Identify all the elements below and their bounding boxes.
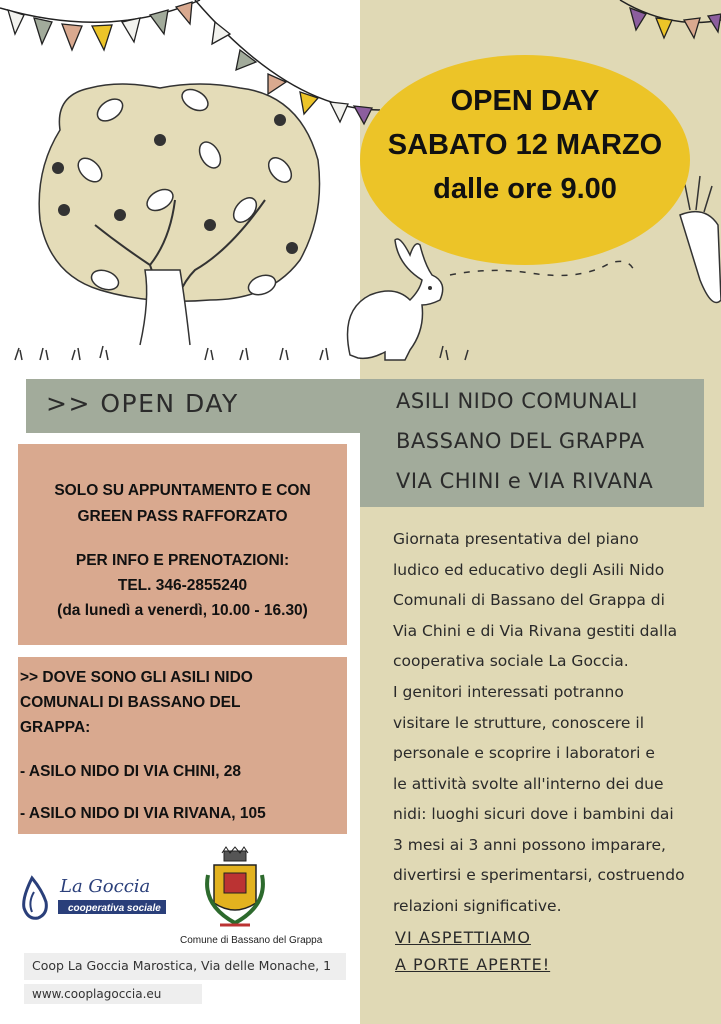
locations-line-1: >> DOVE SONO GLI ASILI NIDO bbox=[20, 669, 253, 686]
info-line-2: GREEN PASS RAFFORZATO bbox=[77, 508, 288, 525]
desc-line: Giornata presentativa del piano bbox=[393, 530, 639, 548]
location-chini: - ASILO NIDO DI VIA CHINI, 28 bbox=[20, 763, 242, 780]
title-band bbox=[360, 379, 704, 507]
locations-line-2: COMUNALI DI BASSANO DEL bbox=[20, 694, 241, 711]
address-text: Coop La Goccia Marostica, Via delle Monache, 1 bbox=[32, 958, 332, 973]
bunting-left bbox=[0, 0, 200, 22]
desc-line: I genitori interessati potranno bbox=[393, 683, 624, 701]
la-goccia-logo bbox=[18, 870, 168, 926]
date-badge bbox=[360, 55, 690, 265]
comune-label: Comune di Bassano del Grappa bbox=[180, 935, 323, 946]
website-link[interactable]: www.cooplagoccia.eu bbox=[32, 987, 162, 1001]
info-line-1: SOLO SU APPUNTAMENTO E CON bbox=[54, 482, 311, 499]
desc-line: le attività svolte all'interno dei due bbox=[393, 774, 664, 793]
desc-line: relazioni significative. bbox=[393, 896, 562, 915]
badge-title: OPEN DAY bbox=[450, 85, 600, 117]
desc-line: 3 mesi ai 3 anni possono imparare, bbox=[393, 835, 666, 854]
goccia-name: La Goccia bbox=[60, 876, 151, 897]
info-phone: TEL. 346-2855240 bbox=[117, 577, 248, 594]
comune-crest-logo bbox=[200, 845, 270, 935]
title-line-1: ASILI NIDO COMUNALI bbox=[396, 389, 638, 413]
desc-line: cooperativa sociale La Goccia. bbox=[393, 652, 629, 670]
info-line-3: PER INFO E PRENOTAZIONI: bbox=[75, 552, 290, 569]
goccia-subtitle: cooperativa sociale bbox=[68, 903, 161, 914]
title-line-3: VIA CHINI e VIA RIVANA bbox=[396, 469, 654, 493]
open-day-label: >> OPEN DAY bbox=[46, 389, 239, 418]
desc-line: nidi: luoghi sicuri dove i bambini dai bbox=[393, 805, 674, 823]
badge-time: dalle ore 9.00 bbox=[433, 173, 617, 205]
desc-line: Comunali di Bassano del Grappa di bbox=[393, 591, 665, 609]
desc-line: personale e scoprire i laboratori e bbox=[393, 744, 655, 762]
open-day-label-band bbox=[26, 379, 360, 433]
badge-date: SABATO 12 MARZO bbox=[387, 129, 663, 161]
location-rivana: - ASILO NIDO DI VIA RIVANA, 105 bbox=[20, 805, 266, 822]
desc-line: ludico ed educativo degli Asili Nido bbox=[393, 560, 665, 579]
desc-line: divertirsi e sperimentarsi, costruendo bbox=[393, 866, 685, 884]
locations-line-3: GRAPPA: bbox=[20, 719, 91, 736]
locations-box bbox=[18, 657, 347, 834]
description-paragraph-2 bbox=[393, 677, 713, 921]
cta-line-1: VI ASPETTIAMO bbox=[395, 928, 531, 947]
info-box bbox=[18, 444, 347, 645]
website-bar bbox=[24, 984, 202, 1004]
desc-line: Via Chini e di Via Rivana gestiti dalla bbox=[393, 621, 678, 640]
description-paragraph-1 bbox=[393, 524, 713, 677]
title-line-2: BASSANO DEL GRAPPA bbox=[396, 429, 645, 453]
cta-line-2: A PORTE APERTE! bbox=[395, 955, 551, 974]
address-bar bbox=[24, 953, 346, 980]
info-hours: (da lunedì a venerdì, 10.00 - 16.30) bbox=[57, 602, 308, 619]
desc-line: visitare le strutture, conoscere il bbox=[393, 713, 645, 732]
